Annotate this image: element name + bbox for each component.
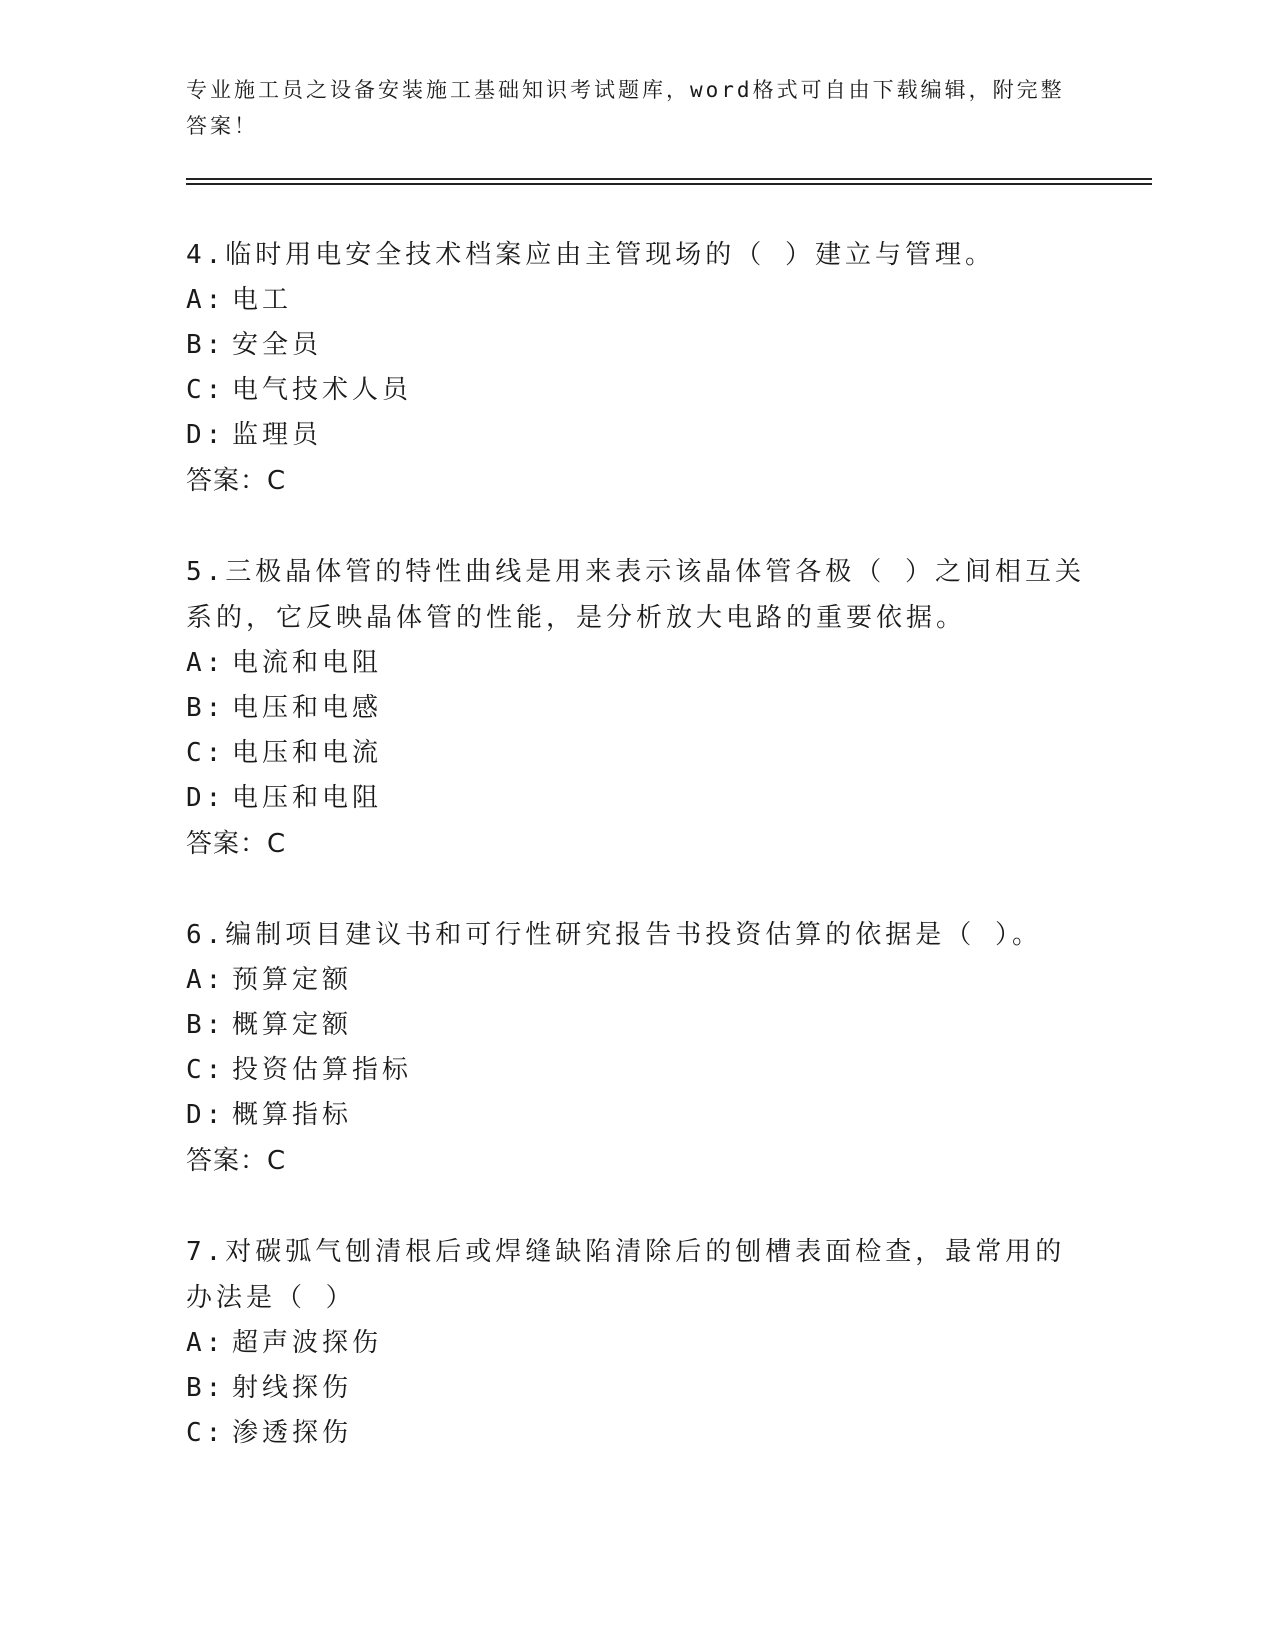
option-key: D: [186, 783, 226, 813]
option-a [186, 278, 1086, 323]
answer-line: 答案：C [186, 829, 287, 859]
option-text: 预算定额 [232, 965, 353, 995]
question-list [186, 232, 1086, 1501]
option-c [186, 1048, 1086, 1093]
option-key: B: [186, 1373, 226, 1403]
option-a [186, 1321, 1086, 1366]
question-item [186, 1229, 1086, 1456]
option-key: B: [186, 1010, 226, 1040]
option-key: C: [186, 1418, 226, 1448]
option-key: A: [186, 965, 226, 995]
option-key: D: [186, 1100, 226, 1130]
option-key: C: [186, 1055, 226, 1085]
option-key: B: [186, 330, 226, 360]
option-a [186, 641, 1086, 686]
question-item [186, 549, 1086, 867]
option-a [186, 958, 1086, 1003]
option-text: 超声波探伤 [232, 1328, 383, 1358]
option-key: A: [186, 1328, 226, 1358]
option-key: D: [186, 420, 226, 450]
option-text: 电压和电流 [232, 738, 383, 768]
option-key: C: [186, 375, 226, 405]
header-divider-bottom [186, 183, 1152, 185]
option-text: 安全员 [232, 330, 323, 360]
option-text: 电流和电阻 [232, 648, 383, 678]
option-d [186, 776, 1086, 821]
option-key: C: [186, 738, 226, 768]
document-header: 专业施工员之设备安装施工基础知识考试题库，word格式可自由下载编辑，附完整答案！ [186, 78, 1065, 138]
option-b [186, 1003, 1086, 1048]
answer-line: 答案：C [186, 466, 287, 496]
option-d [186, 413, 1086, 458]
option-b [186, 323, 1086, 368]
option-text: 射线探伤 [232, 1373, 353, 1403]
option-text: 监理员 [232, 420, 323, 450]
option-text: 投资估算指标 [232, 1055, 413, 1085]
option-text: 电压和电阻 [232, 783, 383, 813]
question-item [186, 912, 1086, 1184]
question-stem: 5.三极晶体管的特性曲线是用来表示该晶体管各极（ ）之间相互关系的，它反映晶体管的性能，是分析放大电路的重要依据。 [186, 557, 1085, 633]
option-text: 电压和电感 [232, 693, 383, 723]
option-d [186, 1093, 1086, 1138]
option-c [186, 368, 1086, 413]
option-c [186, 731, 1086, 776]
option-key: B: [186, 693, 226, 723]
question-stem: 4.临时用电安全技术档案应由主管现场的（ ）建立与管理。 [186, 240, 995, 270]
option-key: A: [186, 285, 226, 315]
question-stem: 7.对碳弧气刨清根后或焊缝缺陷清除后的刨槽表面检查，最常用的办法是（ ） [186, 1237, 1066, 1313]
option-b [186, 1366, 1086, 1411]
question-item [186, 232, 1086, 504]
option-text: 电工 [232, 285, 293, 315]
header-divider-top [186, 178, 1152, 180]
option-text: 电气技术人员 [232, 375, 413, 405]
option-c [186, 1411, 1086, 1456]
option-b [186, 686, 1086, 731]
answer-line: 答案：C [186, 1146, 287, 1176]
option-key: A: [186, 648, 226, 678]
option-text: 概算定额 [232, 1010, 353, 1040]
option-text: 概算指标 [232, 1100, 353, 1130]
option-text: 渗透探伤 [232, 1418, 353, 1448]
question-stem: 6.编制项目建议书和可行性研究报告书投资估算的依据是（ ）。 [186, 920, 1042, 950]
